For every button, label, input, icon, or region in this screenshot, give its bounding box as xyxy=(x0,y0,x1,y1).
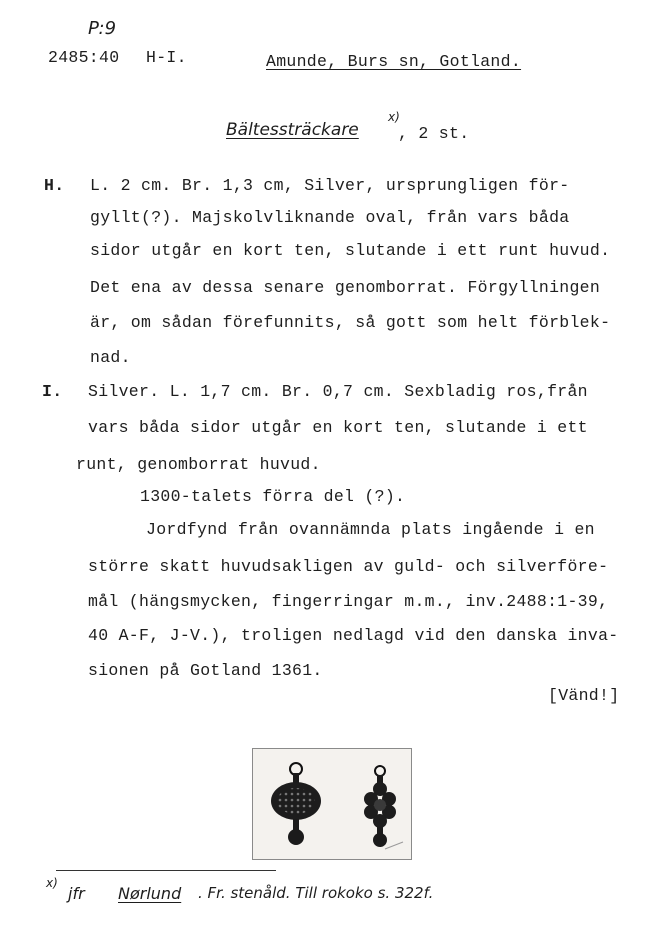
section-h-line: är, om sådan förefunnits, så gott som helt förblek- xyxy=(90,313,611,332)
find-line: 40 A-F, J-V.), troligen nedlagd vid den danska inva- xyxy=(88,626,619,645)
section-h-line: gyllt(?). Majskolvliknande oval, från vars båda xyxy=(90,208,570,227)
inventory-number: 2485:40 xyxy=(48,48,120,67)
turn-page-note: [Vänd!] xyxy=(548,686,620,705)
title-footnote-marker: x) xyxy=(388,110,400,124)
footnote-author: Nørlund xyxy=(118,884,182,903)
section-i-label: I. xyxy=(42,382,63,401)
object-title: Bältessträckare xyxy=(226,120,359,140)
catalog-letters: H-I. xyxy=(146,48,187,67)
dating: 1300-talets förra del (?). xyxy=(140,487,406,506)
section-h-line: L. 2 cm. Br. 1,3 cm, Silver, ursprungligen för- xyxy=(90,176,570,195)
find-location: Amunde, Burs sn, Gotland. xyxy=(266,52,522,71)
footnote-marker: x) xyxy=(46,876,58,890)
find-line: Jordfynd från ovannämnda plats ingående i en xyxy=(146,520,595,539)
find-line: mål (hängsmycken, fingerringar m.m., inv.2488:1-39, xyxy=(88,592,609,611)
section-h-line: Det ena av dessa senare genomborrat. Förgyllningen xyxy=(90,278,601,297)
page-mark: P:9 xyxy=(88,18,117,39)
belt-fittings-image xyxy=(253,749,411,859)
object-quantity: , 2 st. xyxy=(398,124,470,143)
section-h-label: H. xyxy=(44,176,65,195)
section-i-line: runt, genomborrat huvud. xyxy=(76,455,321,474)
find-line: större skatt huvudsakligen av guld- och silverföre- xyxy=(88,557,609,576)
artifact-photo xyxy=(252,748,412,860)
section-h-line: nad. xyxy=(90,348,131,367)
footnote-divider xyxy=(56,870,276,871)
find-line: sionen på Gotland 1361. xyxy=(88,661,323,680)
fitting-i-icon xyxy=(364,766,396,847)
footnote-prefix: jfr xyxy=(68,884,85,903)
section-h-line: sidor utgår en kort ten, slutande i ett runt huvud. xyxy=(90,241,611,260)
fitting-h-icon xyxy=(271,763,321,845)
section-i-line: vars båda sidor utgår en kort ten, slutande i ett xyxy=(88,418,588,437)
section-i-line: Silver. L. 1,7 cm. Br. 0,7 cm. Sexbladig ros,från xyxy=(88,382,588,401)
footnote-reference: . Fr. stenåld. Till rokoko s. 322f. xyxy=(198,884,434,902)
